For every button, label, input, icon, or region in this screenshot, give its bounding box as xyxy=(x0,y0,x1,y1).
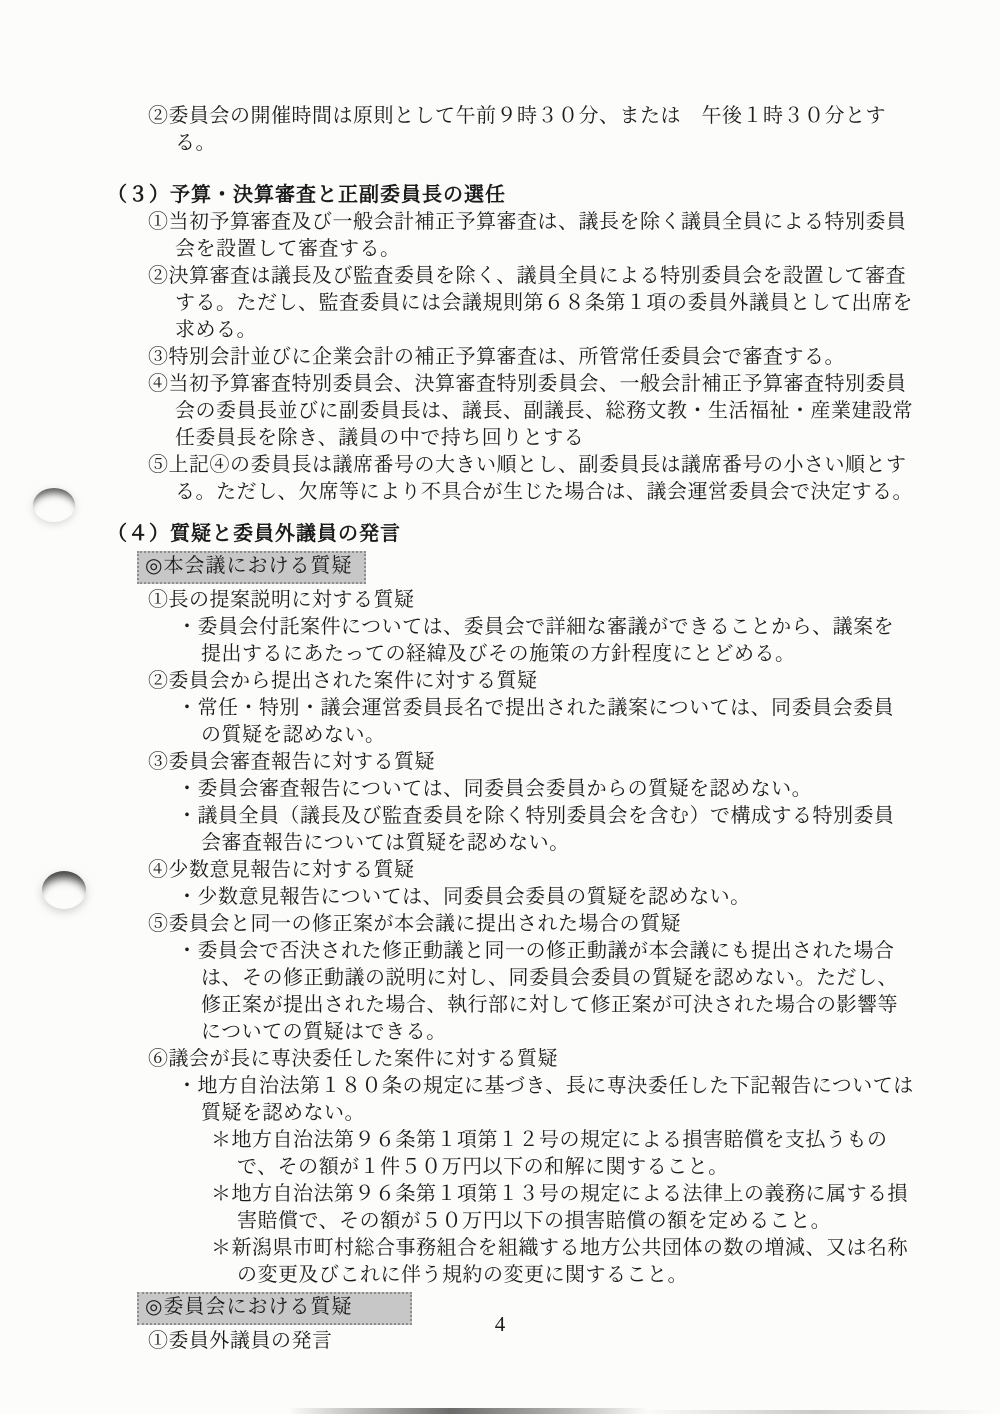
list-item: ・議員全員（議長及び監査委員を除く特別委員会を含む）で構成する特別委員会審査報告については質疑を認めない。 xyxy=(177,805,895,854)
list-item: ・地方自治法第１８０条の規定に基づき、長に専決委任した下記報告については質疑を認めない。 xyxy=(177,1075,914,1124)
list-item: ①当初予算審査及び一般会計補正予算審査は、議長を除く議員全員による特別委員会を設置して審査する。 xyxy=(148,211,907,260)
document-content xyxy=(0,103,1000,1355)
list-item: ①委員外議員の発言 xyxy=(148,1330,333,1352)
section-3-heading: （３）予算・決算審査と正副委員長の選任 xyxy=(107,184,506,206)
list-item: ・常任・特別・議会運営委員長名で提出された議案については、同委員会委員の質疑を認めない。 xyxy=(177,697,895,746)
list-item: ②決算審査は議長及び監査委員を除く、議員全員による特別委員会を設置して審査する。ただし、監査委員には会議規則第６８条第１項の委員外議員として出席を求める。 xyxy=(148,265,913,341)
highlight-header-plenary-session: ◎本会議における質疑 xyxy=(137,551,366,584)
page-number: 4 xyxy=(494,1312,506,1336)
highlight-header-row xyxy=(137,551,1000,584)
list-item: ＊新潟県市町村総合事務組合を組織する地方公共団体の数の増減、又は名称の変更及びこれに伴う規約の変更に関すること。 xyxy=(211,1237,908,1286)
list-item: ②委員会から提出された案件に対する質疑 xyxy=(148,670,538,692)
list-item: ＊地方自治法第９６条第１項第１２号の規定による損害賠償を支払うもので、その額が１件５０万円以下の和解に関すること。 xyxy=(211,1129,888,1178)
scan-smudge xyxy=(288,1408,648,1414)
list-item: ④少数意見報告に対する質疑 xyxy=(148,859,415,881)
section-4 xyxy=(0,521,1000,1355)
list-item: ⑤上記④の委員長は議席番号の大きい順とし、副委員長は議席番号の小さい順とする。ただし、欠席等により不具合が生じた場合は、議会運営委員会で決定する。 xyxy=(148,454,913,503)
list-item: ⑥議会が長に専決委任した案件に対する質疑 xyxy=(148,1048,558,1070)
list-item: ⑤委員会と同一の修正案が本会議に提出された場合の質疑 xyxy=(148,913,681,935)
scan-smudge xyxy=(640,1410,990,1414)
list-item: ③委員会審査報告に対する質疑 xyxy=(148,751,435,773)
list-item: ①長の提案説明に対する質疑 xyxy=(148,589,415,611)
list-item: ＊地方自治法第９６条第１項第１３号の規定による法律上の義務に属する損害賠償で、その額が５０万円以下の損害賠償の額を定めること。 xyxy=(211,1183,908,1232)
list-item: ②委員会の開催時間は原則として午前９時３０分、または 午後１時３０分とする。 xyxy=(148,105,886,154)
list-item: ・少数意見報告については、同委員会委員の質疑を認めない。 xyxy=(177,886,751,908)
list-item: ・委員会審査報告については、同委員会委員からの質疑を認めない。 xyxy=(177,778,813,800)
list-item: ④当初予算審査特別委員会、決算審査特別委員会、一般会計補正予算審査特別委員会の委員長並びに副委員長は、議長、副議長、総務文教・生活福祉・産業建設常任委員長を除き、議員の中で持ち回りとする xyxy=(148,373,913,449)
section-3 xyxy=(0,182,1000,506)
section-4-heading: （４）質疑と委員外議員の発言 xyxy=(107,523,401,545)
list-item: ・委員会付託案件については、委員会で詳細な審議ができることから、議案を提出するにあたっての経緯及びその施策の方針程度にとどめる。 xyxy=(177,616,895,665)
highlight-header-committee-session: ◎委員会における質疑 xyxy=(137,1292,412,1325)
list-item: ③特別会計並びに企業会計の補正予算審査は、所管常任委員会で審査する。 xyxy=(148,346,845,368)
list-item: ・委員会で否決された修正動議と同一の修正動議が本会議にも提出された場合は、その修正動議の説明に対し、同委員会委員の質疑を認めない。ただし、修正案が提出された場合、執行部に対して修正案が可決された場合の影響等についての質疑はできる。 xyxy=(177,940,898,1043)
